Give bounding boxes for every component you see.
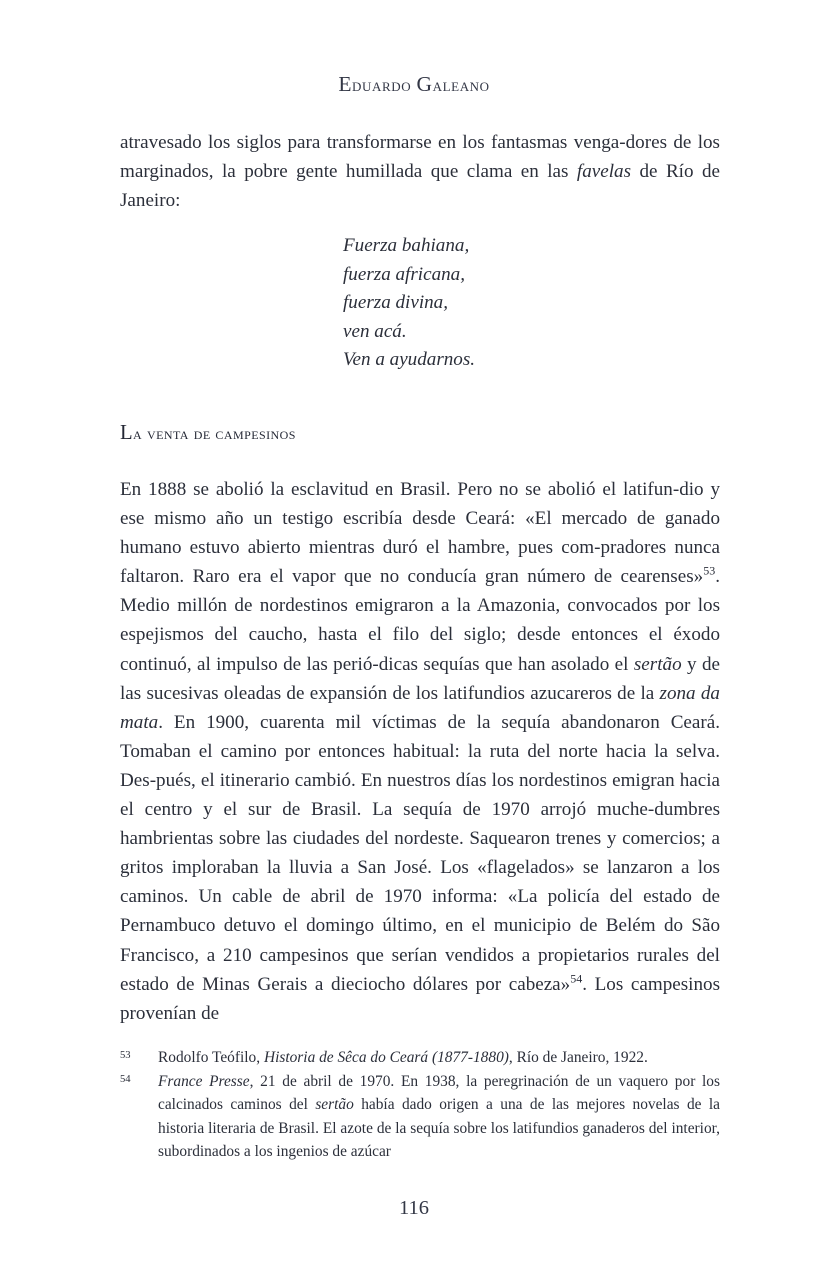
footnote-text-1: Rodolfo Teófilo, bbox=[158, 1049, 264, 1066]
verse-line: Fuerza bahiana, bbox=[343, 235, 470, 256]
running-head-galeano: aleano bbox=[432, 76, 490, 96]
footnote-entry bbox=[120, 1070, 720, 1164]
running-head-eduardo: duardo bbox=[352, 76, 417, 96]
continued-paragraph-italic-favelas: favelas bbox=[576, 161, 632, 183]
footnote-marker: 54 bbox=[120, 1073, 131, 1085]
section-heading-rest: venta de campesinos bbox=[146, 423, 296, 443]
footnote-italic-source: France Presse bbox=[158, 1072, 250, 1090]
footnote-text-1: , 21 de abril de 1970. En 1938, la peregrinación de un vaquero por los calcinados caminos del bbox=[158, 1072, 720, 1114]
running-head bbox=[0, 72, 828, 97]
footnote-marker: 53 bbox=[120, 1050, 131, 1061]
main-paragraph-text-1: En 1888 se abolió la esclavitud en Brasil. Pero no se abolió el latifun-dio y ese mismo año un testigo escribía desde Ceará: «El mercado de ganado humano estuvo abierto mientras duró el hambre, pues com-pradores nunca faltaron. Raro era el vapor que no conducía gran número de cearenses» bbox=[120, 479, 720, 588]
verse-line: Ven a ayudarnos. bbox=[343, 349, 476, 371]
verse-line: fuerza divina, bbox=[343, 292, 449, 314]
section-heading-initial: L bbox=[120, 422, 134, 444]
main-paragraph-text-2: . Medio millón de nordestinos emigraron a la Amazonia, convocados por los espejismos del caucho, hasta el filo del siglo; desde entonces el éxodo continuó, al impulso de las perió-dicas sequías que han asolado el bbox=[120, 566, 720, 675]
continued-paragraph-text-1: atravesado los siglos para transformarse en los fantasmas venga-dores de los marginados, la pobre gente humillada que clama en las bbox=[120, 132, 720, 183]
section-heading-la: a bbox=[133, 423, 147, 443]
verse-line: ven acá. bbox=[343, 320, 407, 342]
footnotes-section bbox=[120, 1046, 720, 1164]
running-head-initial-g: G bbox=[416, 72, 433, 96]
footnote-italic-title: Historia de Sêca do Ceará (1877-1880) bbox=[263, 1049, 509, 1066]
main-paragraph-text-4: . En 1900, cuarenta mil víctimas de la sequía abandonaron Ceará. Tomaban el camino por entonces habitual: la ruta del norte hacia la selva. Des-pués, el itinerario cambió. En nuestros días los nordestinos emigran hacia el centro y el sur de Brasil. La sequía de 1970 arrojó muche-dumbres hambrientas sobre las ciudades del nordeste. Saquearon trenes y comercios; a gritos imploraban la lluvia a San José. Los «flagelados» se lanzaron a los caminos. Un cable de abril de 1970 informa: «La policía del estado de Pernambuco detuvo el domingo último, en el municipio de Belém do São Francisco, a 210 campesinos que serían vendidos a propietarios rurales del estado de Minas Gerais a dieciocho dólares por cabeza» bbox=[120, 711, 720, 995]
continued-paragraph-text-2: de Río de Janeiro: bbox=[120, 161, 721, 212]
main-paragraph bbox=[120, 475, 720, 1028]
footnote-reference-53[interactable]: 53 bbox=[703, 563, 716, 578]
main-paragraph-italic-zona-da-mata: zona da mata bbox=[120, 682, 720, 733]
section-heading bbox=[120, 422, 296, 445]
main-paragraph-text-3: y de las sucesivas oleadas de expansión de los latifundios azucareros de la bbox=[120, 653, 720, 704]
footnote-entry bbox=[120, 1046, 720, 1070]
continued-paragraph bbox=[120, 128, 720, 215]
footnote-reference-54[interactable]: 54 bbox=[570, 971, 583, 986]
footnote-italic-sertao: sertão bbox=[315, 1096, 354, 1114]
main-paragraph-text-5: . Los campesinos provenían de bbox=[120, 973, 721, 1024]
main-prose bbox=[120, 475, 720, 1028]
verse-block bbox=[343, 232, 723, 375]
page-number: 116 bbox=[399, 1197, 429, 1219]
footnote-text-2: , Río de Janeiro, 1922. bbox=[508, 1049, 648, 1066]
text-block bbox=[120, 128, 721, 1024]
footnote-text-2: había dado origen a una de las mejores novelas de la historia literaria de Brasil. El azote de la sequía sobre los latifundios ganaderos del interior, subordinados a los ingenios de azúcar bbox=[158, 1096, 721, 1161]
verse-line: fuerza africana, bbox=[343, 263, 465, 285]
running-head-initial-e: E bbox=[338, 72, 353, 96]
main-paragraph-italic-sertao: sertão bbox=[633, 653, 682, 675]
